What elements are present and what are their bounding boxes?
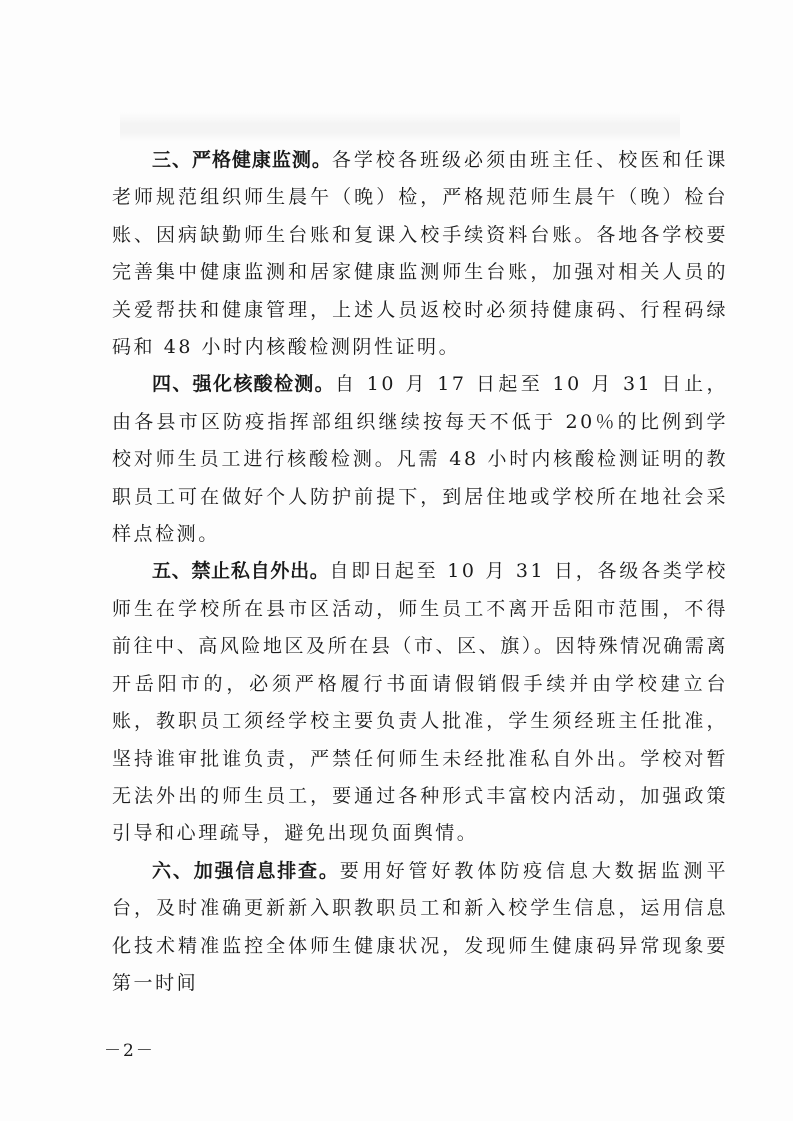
page-number: －2－ (104, 1041, 155, 1061)
section-5-heading: 五、禁止私自外出。 (152, 560, 330, 583)
section-5-paragraph (112, 553, 728, 852)
section-5-body: 自即日起至 10 月 31 日，各级各类学校师生在学校所在县市区活动，师生员工不离开岳阳市范围，不得前往中、高风险地区及所在县（市、区、旗）。因特殊情况确需离开岳阳市的，必须严格履行书面请假销假手续并由学校建立台账，教职员工须经学校主要负责人批准，学生须经班主任批准，坚持谁审批谁负责，严禁任何师生未经批准私自外出。学校对暂无法外出的师生员工，要通过各种形式丰富校内活动，加强政策引导和心理疏导，避免出现负面舆情。 (112, 560, 728, 845)
section-3-heading: 三、严格健康监测。 (152, 149, 332, 171)
section-3-body: 各学校各班级必须由班主任、校医和任课老师规范组织师生晨午（晚）检，严格规范师生晨午（晚）检台账、因病缺勤师生台账和复课入校手续资料台账。各地各学校要完善集中健康监测和居家健康监测师生台账，加强对相关人员的关爱帮扶和健康管理，上述人员返校时必须持健康码、行程码绿码和 48 小时内核酸检测阴性证明。 (112, 149, 728, 359)
section-4-body: 自 10 月 17 日起至 10 月 31 日止，由各县市区防疫指挥部组织继续按每天不低于 20％的比例到学校对师生员工进行核酸检测。凡需 48 小时内核酸检测证明的教职员工可在做好个人防护前提下，到居住地或学校所在地社会采样点检测。 (112, 373, 728, 546)
section-6-paragraph (112, 853, 728, 1003)
section-3-paragraph (112, 142, 728, 366)
scan-bleed-through (120, 112, 680, 142)
document-body (112, 142, 728, 1002)
section-4-heading: 四、强化核酸检测。 (152, 373, 335, 396)
section-6-body: 要用好管好教体防疫信息大数据监测平台，及时准确更新新入职教职员工和新入校学生信息，运用信息化技术精准监控全体师生健康状况，发现师生健康码异常现象要第一时间 (112, 859, 728, 994)
section-6-heading: 六、加强信息排查。 (152, 859, 340, 882)
section-4-paragraph (112, 366, 728, 553)
